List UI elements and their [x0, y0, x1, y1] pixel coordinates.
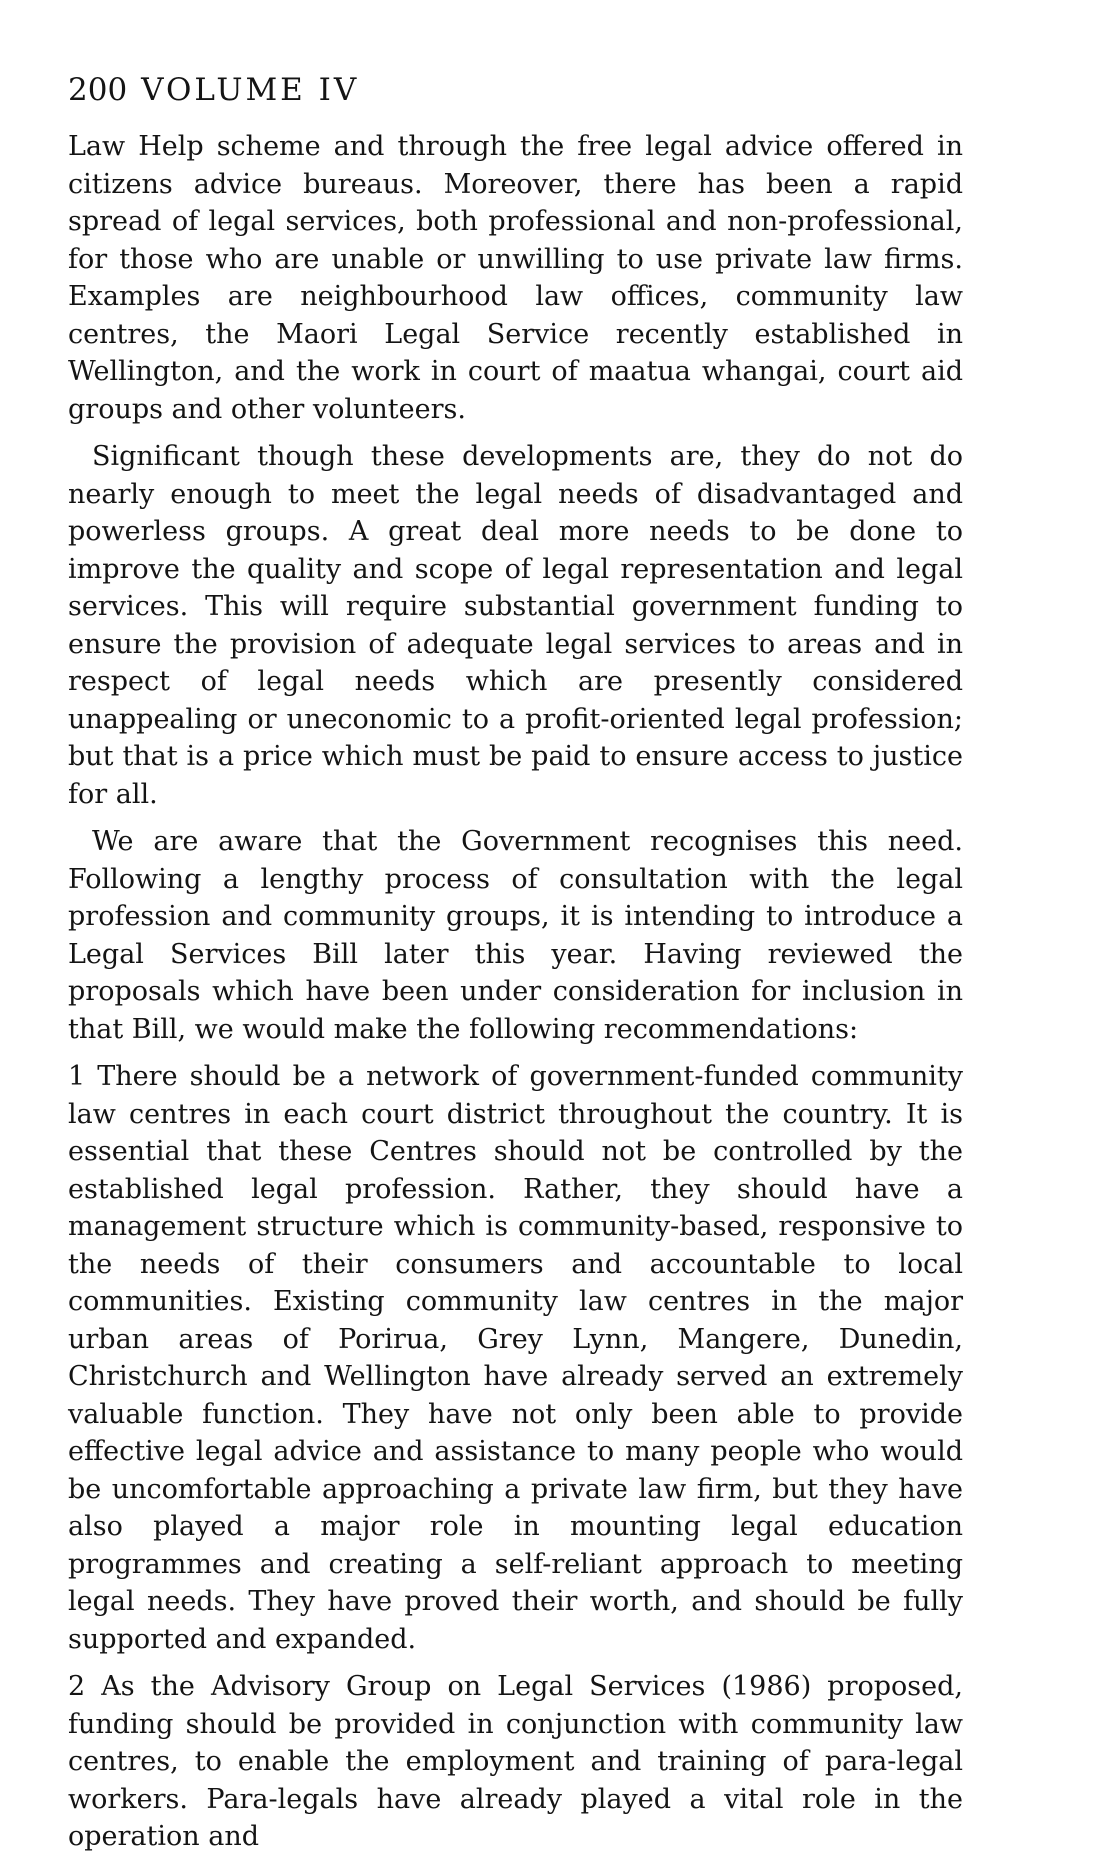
paragraph: Significant though these developments are, they do not do nearly enough to meet the legal needs of disadvantaged and powerless groups. A great deal more needs to be done to improve the quality and scope of legal representation and legal services. This will require substantial government funding to ensure the provision of adequate legal services to areas and in respect of legal needs which are presently considered unappealing or uneconomic to a profit-oriented legal profession; but that is a price which must be paid to ensure access to justice for all.	[68, 441, 963, 810]
page-number: 200	[68, 72, 128, 108]
volume-title: VOLUME IV	[141, 72, 360, 108]
recommendation-item: 2 As the Advisory Group on Legal Services (1986) proposed, funding should be provided in conjunction with community law centres, to enable the employment and training of para-legal workers. Para-legals have already played a vital role in the operation and	[68, 1671, 963, 1852]
paragraph: We are aware that the Government recognises this need. Following a lengthy process of consultation with the legal profession and community groups, it is intending to introduce a Legal Services Bill later this year. Having reviewed the proposals which have been under consideration for inclusion in that Bill, we would make the following recommendations:	[68, 826, 963, 1045]
paragraph-continuation: Law Help scheme and through the free legal advice offered in citizens advice bureaus. Moreover, there has been a rapid spread of legal services, both professional and non-professional, for those who are unable or unwilling to use private law firms. Examples are neighbourhood law offices, community law centres, the Maori Legal Service recently established in Wellington, and the work in court of maatua whangai, court aid groups and other volunteers.	[68, 131, 963, 425]
running-header	[68, 72, 359, 108]
body-text	[68, 128, 963, 1856]
recommendation-item: 1 There should be a network of government-funded community law centres in each court district throughout the country. It is essential that these Centres should not be controlled by the established legal profession. Rather, they should have a management structure which is community-based, responsive to the needs of their consumers and accountable to local communities. Existing community law centres in the major urban areas of Porirua, Grey Lynn, Mangere, Dunedin, Christchurch and Wellington have already served an extremely valuable function. They have not only been able to provide effective legal advice and assistance to many people who would be uncomfortable approaching a private law firm, but they have also played a major role in mounting legal education programmes and creating a self-reliant approach to meeting legal needs. They have proved their worth, and should be fully supported and expanded.	[68, 1061, 963, 1655]
